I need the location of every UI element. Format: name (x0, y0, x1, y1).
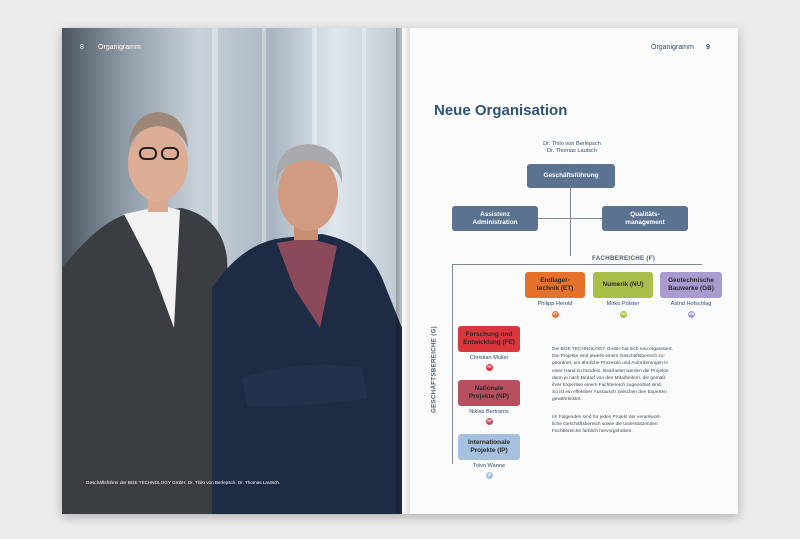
box-geotechnische-bauwerke: Geotechnische Bauwerke (GB) (660, 272, 722, 298)
running-head-left: Organigramm (98, 44, 141, 51)
box-qualitaetsmanagement: Qualitäts- management (602, 206, 688, 231)
connector-staff (538, 218, 602, 219)
box-numerik: Numerik (NU) (593, 272, 653, 298)
page-title: Neue Organisation (434, 102, 568, 119)
person-mueller: Christian Müller (469, 355, 509, 361)
badge-et: ET (553, 312, 558, 316)
running-head-right: Organigramm (651, 44, 694, 51)
person-bertrams: Niklas Bertrams (469, 409, 509, 415)
badge-nu: NU (621, 312, 626, 316)
fachbereiche-label: FACHBEREICHE (F) (592, 255, 656, 262)
geschaeftsbereiche-label: GESCHÄFTSBEREICHE (G) (430, 325, 438, 414)
badge-gb: GB (689, 312, 694, 316)
page-number-left: 8 (80, 44, 84, 51)
brochure-spread (62, 28, 738, 514)
badge-ip: IP (487, 473, 491, 477)
portrait-photo (62, 28, 402, 514)
person-herold: Philipp Herold (537, 301, 573, 307)
leaders-names: Dr. Thilo von Berlepsch Dr. Thomas Lautsch (543, 141, 601, 155)
box-internationale-projekte: Internationale Projekte (IP) (458, 434, 520, 460)
box-endlagertechnik: Endlager- technik (ET) (525, 272, 585, 298)
right-page (402, 28, 738, 514)
body-paragraph-2: Im Folgenden sind für jedes Projekt der verantwort- liche Geschäftsbereich sowie die unterstützenden Fachbereiche farblich hervorgehoben. (552, 415, 662, 435)
page-number-right: 9 (706, 44, 710, 51)
box-assistenz: Assistenz Administration (452, 206, 538, 231)
connector-geschaeftsbereiche (452, 264, 453, 464)
body-paragraph-1: Die BGE TECHNOLOGY GmbH hat sich neu organisiert. Die Projekte sind jeweils einem Geschäftsbereich zu- geordnet, um ähnliche Prozesse und Anforderungen in einer Hand zu bündeln. Bearbeitet werden die Projekte dann je nach Bedarf von den Mitarbeitern, die gemäß ihrer Expertise einem Fachbereich zugeordnet sind. So ist ein effektiver Austausch zwischen den Experten gewährleistet. (552, 347, 673, 403)
box-forschung-entwicklung: Forschung und Entwicklung (FE) (458, 326, 520, 352)
photo-caption: Geschäftsführer der BGE TECHNOLOGY GmbH: Dr. Thilo von Berlepsch, Dr. Thomas Lautsch. (86, 480, 281, 485)
person-wanne: Toivo Wanne (472, 463, 506, 469)
box-geschaeftsfuehrung: Geschäftsführung (527, 164, 615, 188)
box-nationale-projekte: Nationale Projekte (NP) (458, 380, 520, 406)
badge-fe: FE (487, 365, 492, 369)
left-page-photo (62, 28, 402, 514)
connector-vertical (570, 188, 571, 256)
badge-np: NP (487, 419, 492, 423)
person-hofschlag: Astrid Hofschlag (670, 301, 712, 307)
person-polster: Mirko Polster (606, 301, 640, 307)
connector-fachbereiche (452, 264, 702, 265)
